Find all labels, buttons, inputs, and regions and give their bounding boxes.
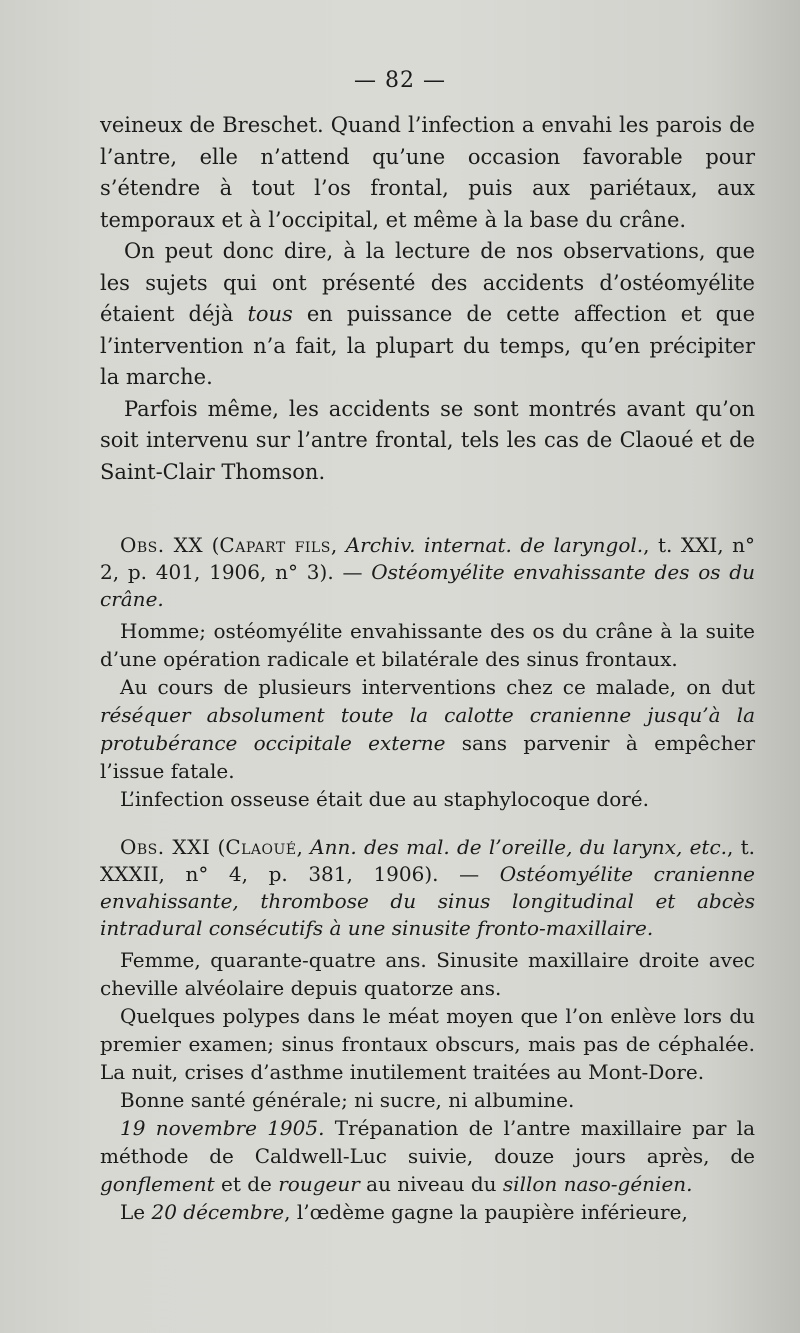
observation-21-heading: Obs. XXI (Claoué, Ann. des mal. de l’oreille, du larynx, etc., t. XXXII, n° 4, p. 381, 1906). — Ostéomyélite cranienne envahissante, thrombose du sinus longitudinal et abcès intradural consécutifs à une sinusite fronto-maxillaire. [100,835,756,940]
observation-label: Obs. XX [120,533,204,557]
observation-20-paragraph-1: Homme; ostéomyélite envahissante des os du crâne à la suite d’une opération radicale et bilatérale des sinus frontaux. [100,619,755,671]
italic-run: tous [247,302,293,326]
observation-21-paragraph-1: Femme, quarante-quatre ans. Sinusite maxillaire droite avec cheville alvéolaire depuis quatorze ans. [100,948,755,1000]
observation-20-heading: Obs. XX (Capart fils, Archiv. internat. de laryngol., t. XXI, n° 2, p. 401, 1906, n° 3). — Ostéomyélite envahissante des os du crâne. [100,533,755,611]
text-run: Trépanation de l’antre maxillaire par la méthode de Caldwell-Luc suivie, douze jours après, de [100,1116,755,1168]
observation-journal: Archiv. internat. de laryngol. [345,533,644,557]
observation-21-paragraph-3: Bonne santé générale; ni sucre, ni albumine. [120,1088,575,1112]
italic-run: rougeur [278,1172,360,1196]
observation-title: Ostéomyélite cranienne envahissante, thrombose du sinus longitudinal et abcès intradural consécutifs à une sinusite fronto-maxillaire. [100,862,756,940]
observation-journal: Ann. des mal. de l’oreille, du larynx, etc. [310,835,728,859]
observation-21-paragraph-4 [100,1114,755,1198]
intro-paragraph-1: veineux de Breschet. Quand l’infection a envahi les parois de l’antre, elle n’attend qu’une occasion favorable pour s’étendre à tout l’os frontal, puis aux pariétaux, aux temporaux et à l’occipital, et même à la base du crâne. [100,113,755,232]
text-run: en puissance de cette affection et que l’intervention n’a fait, la plupart du temps, qu’en précipiter la marche. [100,302,756,389]
date-run: 20 décembre [151,1200,285,1224]
intro-section [100,110,755,488]
text-run: On peut donc dire, à la lecture de nos observations, que les sujets qui ont présenté des accidents d’ostéomyélite étaient déjà [100,239,755,326]
italic-run: gonflement [100,1172,215,1196]
observation-21 [100,834,755,1226]
text-run: Le [120,1200,152,1224]
text-run: Au cours de plusieurs interventions chez ce malade, on dut [120,675,755,699]
observation-20 [100,532,755,813]
observation-author: Claoué [225,835,297,859]
text-run: , l’œdème gagne la paupière inférieure, [284,1200,688,1224]
observation-21-paragraph-5 [100,1198,755,1226]
observation-reference: , t. XXXII, n° 4, p. 381, 1906). — [100,835,756,886]
text-run: sans parvenir à empêcher l’issue fatale. [100,731,755,783]
italic-run: réséquer absolument toute la calotte cranienne jusqu’à la protubérance occipitale externe [100,703,755,755]
observation-label: Obs. XXI [120,835,211,859]
observation-title: Ostéomyélite envahissante des os du crâne. [100,560,755,611]
observation-reference: , t. XXI, n° 2, p. 401, 1906, n° 3). — [100,533,755,584]
observation-20-paragraph-2 [100,673,755,785]
italic-run: sillon naso-génien. [502,1172,693,1196]
observation-author: Capart fils [219,533,331,557]
text-run: et de [214,1172,279,1196]
observation-20-paragraph-3: L’infection osseuse était due au staphylocoque doré. [120,787,650,811]
intro-paragraph-3: Parfois même, les accidents se sont montrés avant qu’on soit intervenu sur l’antre frontal, tels les cas de Claoué et de Saint-Clair Thomson. [100,396,755,484]
intro-paragraph-2 [100,236,755,394]
page-number: — 82 — [354,68,446,93]
observation-21-paragraph-2: Quelques polypes dans le méat moyen que l’on enlève lors du premier examen; sinus frontaux obscurs, mais pas de céphalée. La nuit, crises d’asthme inutilement traitées au Mont-Dore. [100,1004,755,1084]
date-run: 19 novembre 1905. [120,1116,325,1140]
text-run: au niveau du [359,1172,503,1196]
